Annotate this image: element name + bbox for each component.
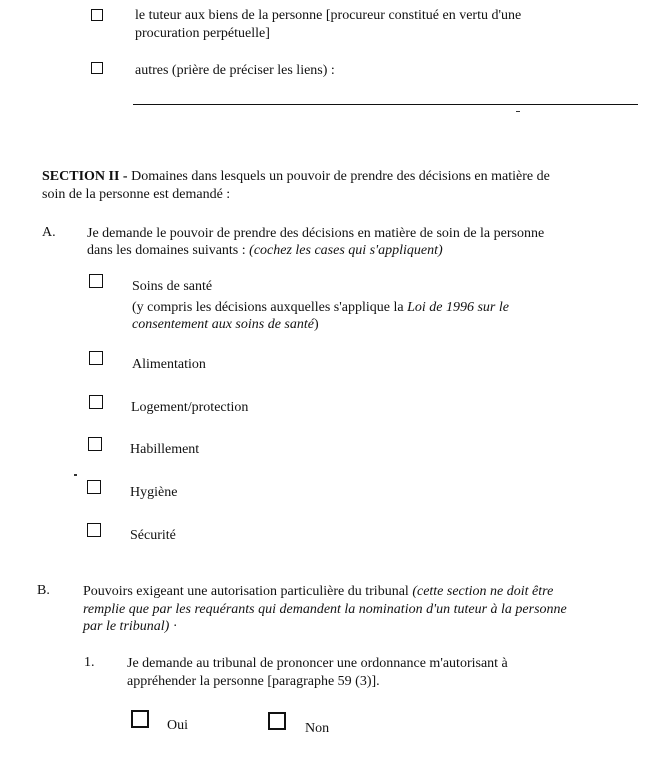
alimentation-label: Alimentation xyxy=(132,357,206,372)
part-b-marker: B. xyxy=(37,583,50,598)
hygiene-checkbox[interactable] xyxy=(87,480,101,494)
habillement-label: Habillement xyxy=(130,442,200,457)
part-a-instruction: (cochez les cases qui s'appliquent) xyxy=(249,243,443,258)
scan-speck xyxy=(516,111,520,112)
habillement-checkbox[interactable] xyxy=(88,437,102,451)
section-2-label: SECTION II - xyxy=(42,169,128,184)
soins-de-sante-note-line2 xyxy=(132,316,319,333)
part-b-note-end: par le tribunal) xyxy=(83,619,170,634)
autres-checkbox[interactable] xyxy=(91,62,103,74)
soins-de-sante-note-close: ) xyxy=(313,317,319,332)
logement-protection-checkbox[interactable] xyxy=(89,395,103,409)
non-label: Non xyxy=(305,721,330,736)
loi-title-part1: Loi de 1996 sur le xyxy=(407,300,509,315)
part-a-intro-text: dans les domaines suivants : xyxy=(87,243,250,258)
loi-title-part2: consentement aux soins de santé xyxy=(132,317,314,332)
soins-de-sante-label: Soins de santé xyxy=(132,279,213,294)
part-a-intro-line1: Je demande le pouvoir de prendre des décisions en matière de soin de la personne xyxy=(87,226,545,241)
autres-answer-line[interactable] xyxy=(133,104,638,105)
part-b-intro-text: Pouvoirs exigeant une autorisation particulière du tribunal xyxy=(83,584,413,599)
part-b-note-line2: remplie que par les requérants qui demandent la nomination d'un tuteur à la personne xyxy=(83,602,567,617)
soins-de-sante-note-line1 xyxy=(132,299,509,316)
tuteur-aux-biens-label-line1: le tuteur aux biens de la personne [procureur constitué en vertu d'une xyxy=(135,8,522,23)
section-2-heading-line2: soin de la personne est demandé : xyxy=(42,187,231,202)
logement-protection-label: Logement/protection xyxy=(131,400,249,415)
tuteur-aux-biens-checkbox[interactable] xyxy=(91,9,103,21)
part-b-note-start: (cette section ne doit être xyxy=(412,584,554,599)
securite-label: Sécurité xyxy=(130,528,176,543)
securite-checkbox[interactable] xyxy=(87,523,101,537)
non-checkbox[interactable] xyxy=(268,712,286,730)
hygiene-label: Hygiène xyxy=(130,485,178,500)
part-a-marker: A. xyxy=(42,225,56,240)
part-b-note-line3 xyxy=(83,618,178,635)
part-b-note-mark: · xyxy=(169,619,178,634)
part-a-intro-line2 xyxy=(87,242,443,259)
soins-de-sante-note-text: (y compris les décisions auxquelles s'applique la xyxy=(132,300,408,315)
alimentation-checkbox[interactable] xyxy=(89,351,103,365)
item-1-text-line1: Je demande au tribunal de prononcer une ordonnance m'autorisant à xyxy=(127,656,508,671)
item-1-number: 1. xyxy=(84,655,95,670)
oui-label: Oui xyxy=(167,718,188,733)
section-2-heading-text: Domaines dans lesquels un pouvoir de prendre des décisions en matière de xyxy=(127,169,550,184)
tuteur-aux-biens-label-line2: procuration perpétuelle] xyxy=(135,26,270,41)
soins-de-sante-checkbox[interactable] xyxy=(89,274,103,288)
item-1-text-line2: appréhender la personne [paragraphe 59 (3)]. xyxy=(127,674,380,689)
autres-label: autres (prière de préciser les liens) : xyxy=(135,63,335,78)
scan-speck xyxy=(74,474,77,476)
part-b-intro-line1 xyxy=(83,583,553,600)
oui-checkbox[interactable] xyxy=(131,710,149,728)
section-2-heading xyxy=(42,168,550,185)
